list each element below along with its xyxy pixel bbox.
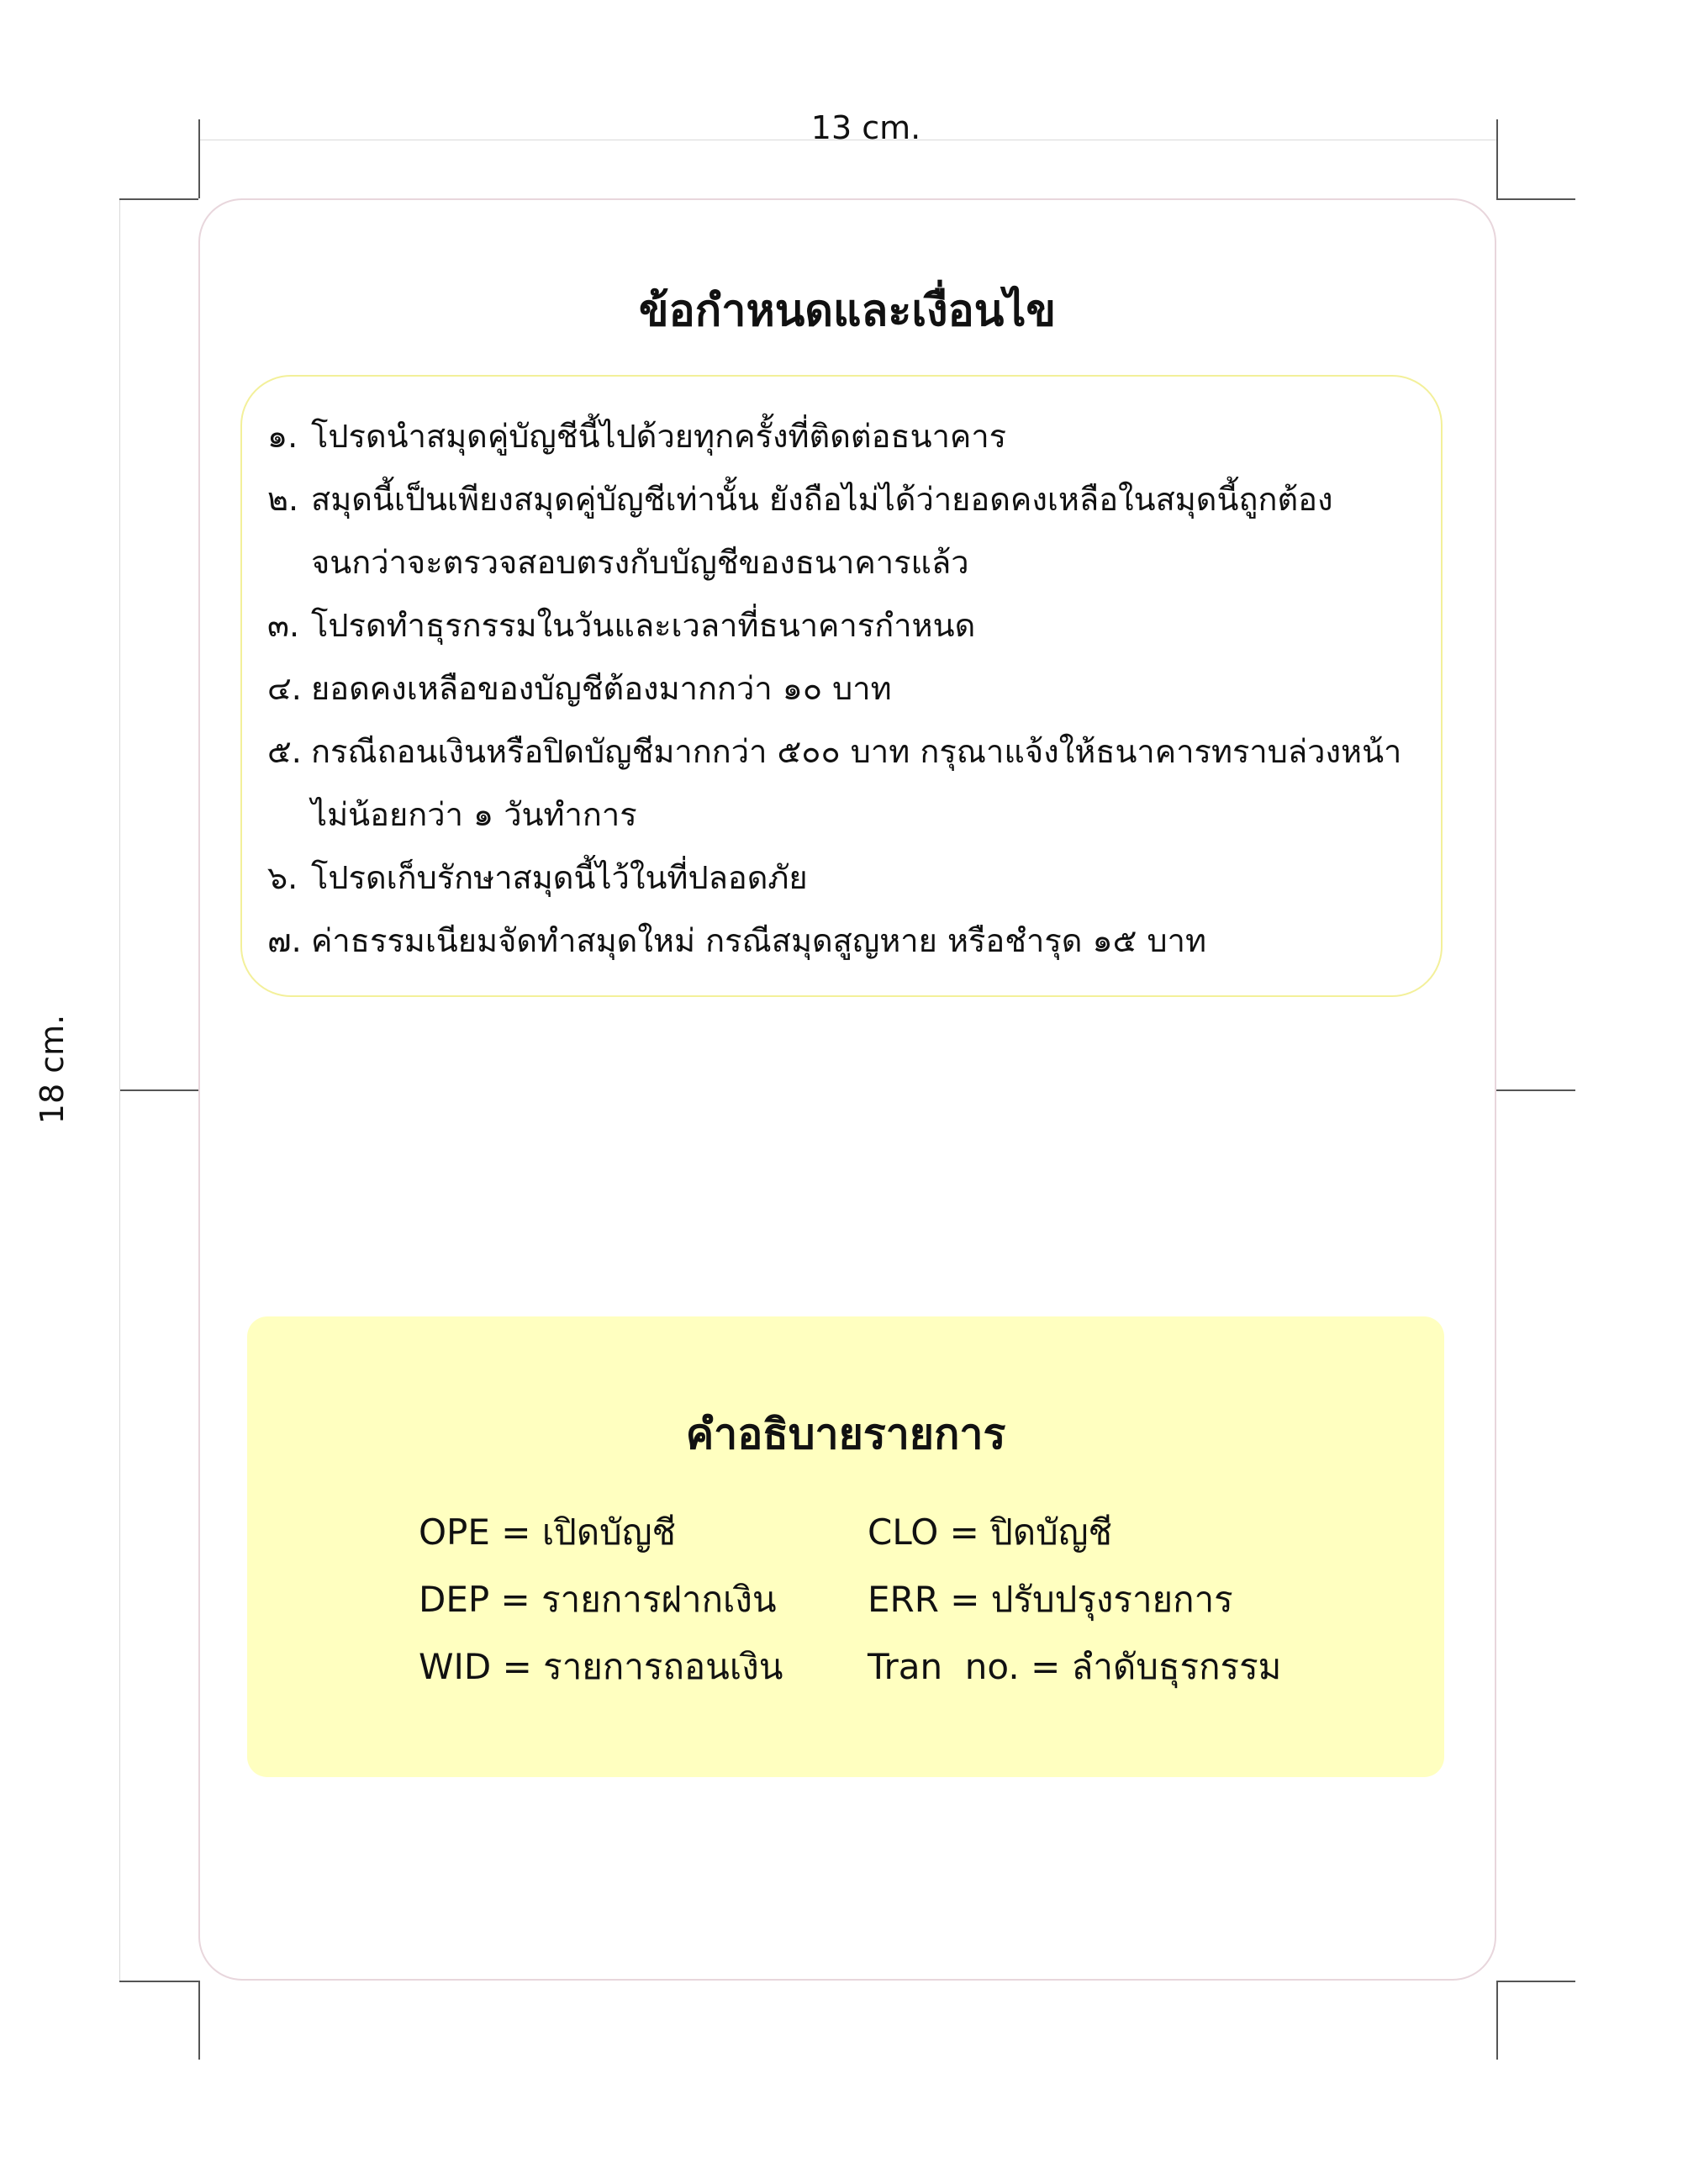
terms-title: ข้อกำหนดและเงื่อนไข bbox=[638, 286, 1056, 336]
term-item bbox=[267, 594, 1424, 657]
crop-mark bbox=[1496, 198, 1575, 200]
term-number: ๓. bbox=[267, 607, 300, 644]
term-text: โปรดเก็บรักษาสมุดนี้ไว้ในที่ปลอดภัย bbox=[311, 859, 808, 896]
glossary-item-dep: DEP = รายการฝากเงิน bbox=[419, 1579, 777, 1620]
crop-mark bbox=[198, 1981, 200, 2060]
term-text: กรณีถอนเงินหรือปิดบัญชีมากกว่า ๕๐๐ บาท กรุณาแจ้งให้ธนาคารทราบล่วงหน้า ไม่น้อยกว่า ๑ วันทำการ bbox=[311, 733, 1402, 833]
glossary-title: คำอธิบายรายการ bbox=[685, 1410, 1006, 1459]
terms-box bbox=[240, 375, 1443, 997]
term-number: ๔. bbox=[267, 670, 302, 707]
height-dimension-label: 18 cm. bbox=[34, 1014, 71, 1125]
crop-mark bbox=[198, 119, 200, 198]
glossary-item-err: ERR = ปรับปรุงรายการ bbox=[868, 1579, 1233, 1620]
glossary-item-ope: OPE = เปิดบัญชี bbox=[419, 1511, 677, 1553]
term-text: โปรดนำสมุดคู่บัญชีนี้ไปด้วยทุกครั้งที่ติดต่อธนาคาร bbox=[311, 418, 1007, 455]
crop-mark bbox=[119, 1981, 198, 1982]
term-item bbox=[267, 657, 1424, 720]
glossary-item-tran-no: Tran no. = ลำดับธุรกรรม bbox=[868, 1646, 1282, 1687]
width-dimension-label: 13 cm. bbox=[810, 109, 921, 146]
term-text: โปรดทำธุรกรรมในวันและเวลาที่ธนาคารกำหนด bbox=[311, 607, 976, 644]
fold-mark bbox=[1496, 1089, 1575, 1091]
term-number: ๖. bbox=[267, 859, 298, 896]
crop-mark bbox=[1496, 119, 1498, 198]
crop-mark bbox=[1496, 1981, 1575, 1982]
term-number: ๕. bbox=[267, 733, 302, 770]
term-item bbox=[267, 847, 1424, 910]
glossary-item-wid: WID = รายการถอนเงิน bbox=[419, 1646, 783, 1687]
crop-mark bbox=[119, 198, 198, 200]
term-item bbox=[267, 720, 1424, 847]
term-text: ยอดคงเหลือของบัญชีต้องมากกว่า ๑๐ บาท bbox=[311, 670, 892, 707]
term-number: ๑. bbox=[267, 418, 298, 455]
fold-mark bbox=[119, 1089, 198, 1091]
glossary-box bbox=[247, 1316, 1444, 1777]
term-text: ค่าธรรมเนียมจัดทำสมุดใหม่ กรณีสมุดสูญหาย หรือชำรุด ๑๕ บาท bbox=[311, 922, 1207, 959]
crop-mark bbox=[1496, 1981, 1498, 2060]
glossary-grid bbox=[419, 1501, 1305, 1698]
term-item bbox=[267, 468, 1424, 594]
term-item bbox=[267, 910, 1424, 973]
term-item bbox=[267, 405, 1424, 468]
term-number: ๗. bbox=[267, 922, 302, 959]
term-text: สมุดนี้เป็นเพียงสมุดคู่บัญชีเท่านั้น ยังถือไม่ได้ว่ายอดคงเหลือในสมุดนี้ถูกต้อง จนกว่าจะตรวจสอบตรงกับบัญชีของธนาคารแล้ว bbox=[311, 481, 1333, 581]
glossary-item-clo: CLO = ปิดบัญชี bbox=[868, 1511, 1113, 1553]
term-number: ๒. bbox=[267, 481, 299, 518]
height-guide-line bbox=[119, 200, 120, 1981]
